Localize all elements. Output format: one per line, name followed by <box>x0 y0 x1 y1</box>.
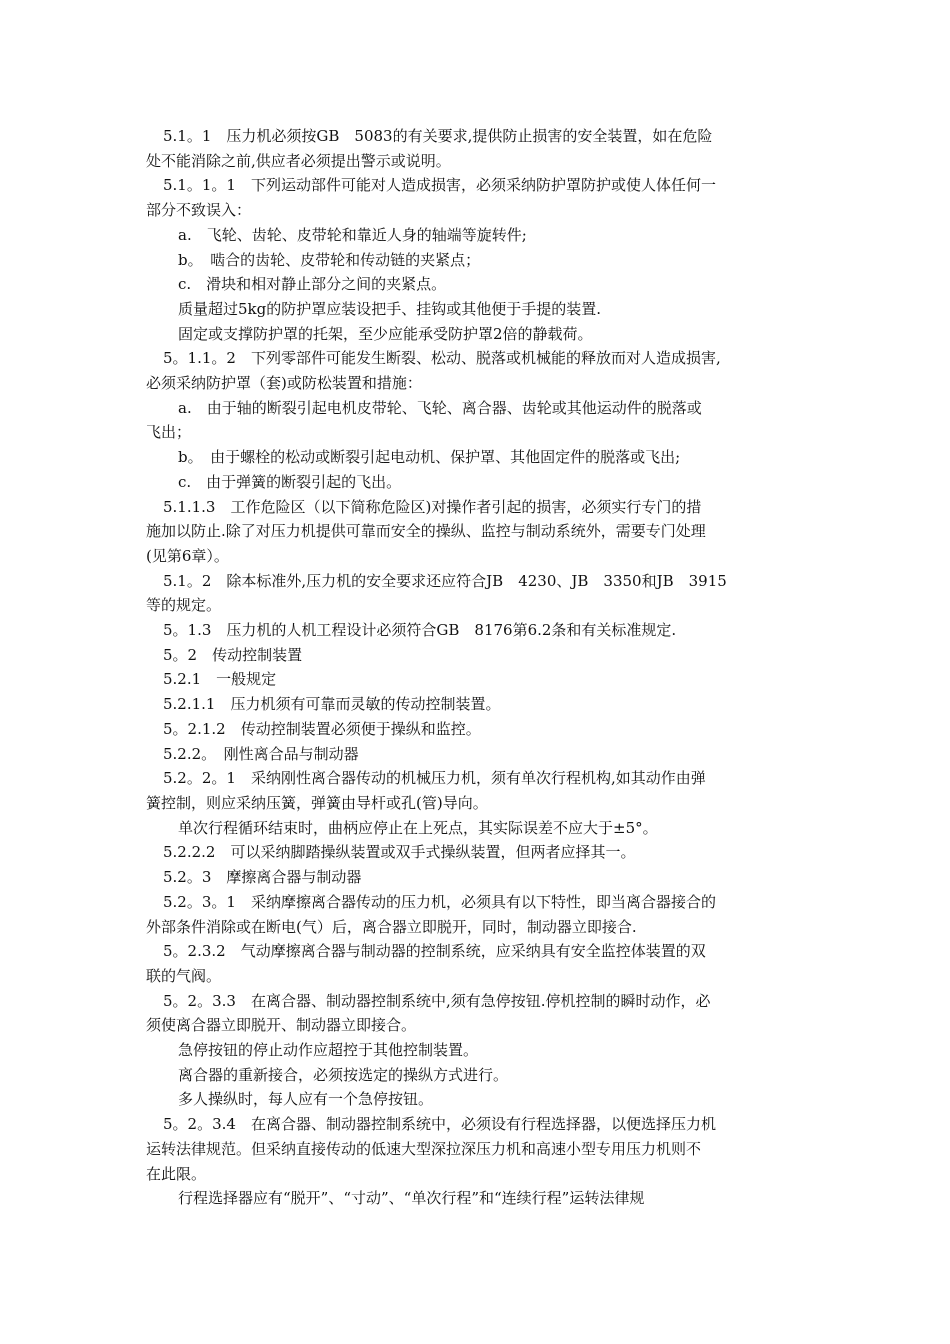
text-line: 处不能消除之前,供应者必须提出警示或说明。 <box>146 151 451 170</box>
text-line: 须使离合器立即脱开、制动器立即接合。 <box>146 1016 417 1035</box>
text-line: 簧控制，则应采纳压簧，弹簧由导杆或孔(管)导向。 <box>146 793 488 812</box>
text-line: 等的规定。 <box>146 596 222 615</box>
text-line: 施加以防止.除了对压力机提供可靠而安全的操纵、监控与制动系统外，需要专门处理 <box>146 522 706 541</box>
text-line: 5。1.3 压力机的人机工程设计必须符合GB 8176第6.2条和有关标准规定. <box>163 621 677 640</box>
text-line: 5.2。2。1 采纳刚性离合器传动的机械压力机，须有单次行程机构,如其动作由弹 <box>163 769 706 788</box>
text-line: 5.2.1 一般规定 <box>163 670 277 689</box>
text-line: 联的气阀。 <box>146 966 222 985</box>
text-line: 5。2.3.2 气动摩擦离合器与制动器的控制系统，应采纳具有安全监控体装置的双 <box>163 942 706 961</box>
text-line: 运转法律规范。但采纳直接传动的低速大型深拉深压力机和高速小型专用压力机则不 <box>146 1139 702 1158</box>
text-line: 5。1.1。2 下列零部件可能发生断裂、松动、脱落或机械能的释放而对人造成损害, <box>163 349 721 368</box>
text-line: 5.2。3。1 采纳摩擦离合器传动的压力机，必须具有以下特性，即当离合器接合的 <box>163 892 716 911</box>
text-line: 单次行程循环结束时，曲柄应停止在上死点，其实际误差不应大于±5°。 <box>178 818 658 837</box>
text-line: 5。2.1.2 传动控制装置必须便于操纵和监控。 <box>163 719 481 738</box>
text-line: b。 由于螺栓的松动或断裂引起电动机、保护罩、其他固定件的脱落或飞出; <box>178 448 681 467</box>
text-line: 飞出； <box>146 423 192 442</box>
text-line: 5.1。2 除本标准外,压力机的安全要求还应符合JB 4230、JB 3350和JB 3915 <box>163 571 727 590</box>
text-line: 5.1。1。1 下列运动部件可能对人造成损害，必须采纳防护罩防护或使人体任何一 <box>163 176 716 195</box>
text-line: 外部条件消除或在断电(气）后，离合器立即脱开，同时，制动器立即接合. <box>146 917 637 936</box>
text-line: 固定或支撑防护罩的托架，至少应能承受防护罩2倍的静载荷。 <box>178 324 593 343</box>
text-line: 多人操纵时，每人应有一个急停按钮。 <box>178 1090 434 1109</box>
text-line: 5。2 传动控制装置 <box>163 645 303 664</box>
text-line: 5.2。3 摩擦离合器与制动器 <box>163 868 362 887</box>
text-line: 5.2.1.1 压力机须有可靠而灵敏的传动控制装置。 <box>163 695 501 714</box>
text-line: 急停按钮的停止动作应超控于其他控制装置。 <box>178 1041 479 1060</box>
text-line: 5.2.2。 刚性离合品与制动器 <box>163 744 359 763</box>
text-line: c. 由于弹簧的断裂引起的飞出。 <box>178 472 402 491</box>
text-line: 5。2。3.3 在离合器、制动器控制系统中,须有急停按钮.停机控制的瞬时动作，必 <box>163 991 711 1010</box>
text-line: c. 滑块和相对静止部分之间的夹紧点。 <box>178 275 447 294</box>
text-line: 5.1。1 压力机必须按GB 5083的有关要求,提供防止损害的安全装置，如在危险 <box>163 127 713 145</box>
text-line: 5。2。3.4 在离合器、制动器控制系统中，必须设有行程选择器，以便选择压力机 <box>163 1115 716 1134</box>
document-body <box>146 124 800 1211</box>
text-line: 必须采纳防护罩（套)或防松装置和措施： <box>146 374 422 393</box>
text-line: a. 由于轴的断裂引起电机皮带轮、飞轮、离合器、齿轮或其他运动件的脱落或 <box>178 398 702 417</box>
text-line: 离合器的重新接合，必须按选定的操纵方式进行。 <box>178 1065 509 1084</box>
text-line: 5.1.1.3 工作危险区（以下简称危险区)对操作者引起的损害，必须实行专门的措 <box>163 497 702 516</box>
text-line: 在此限。 <box>146 1164 207 1183</box>
text-line: 质量超过5kg的防护罩应装设把手、挂钩或其他便于手提的装置. <box>178 299 602 318</box>
text-line: 部分不致误入： <box>146 201 252 220</box>
text-line: b。 啮合的齿轮、皮带轮和传动链的夹紧点； <box>178 250 481 269</box>
text-line: (见第6章）。 <box>146 546 229 565</box>
text-line: 5.2.2.2 可以采纳脚踏操纵装置或双手式操纵装置，但两者应择其一。 <box>163 843 636 862</box>
text-line: 行程选择器应有“脱开”、“寸动”、“单次行程”和“连续行程”运转法律规 <box>178 1189 645 1208</box>
text-line: a. 飞轮、齿轮、皮带轮和靠近人身的轴端等旋转件; <box>178 225 527 244</box>
